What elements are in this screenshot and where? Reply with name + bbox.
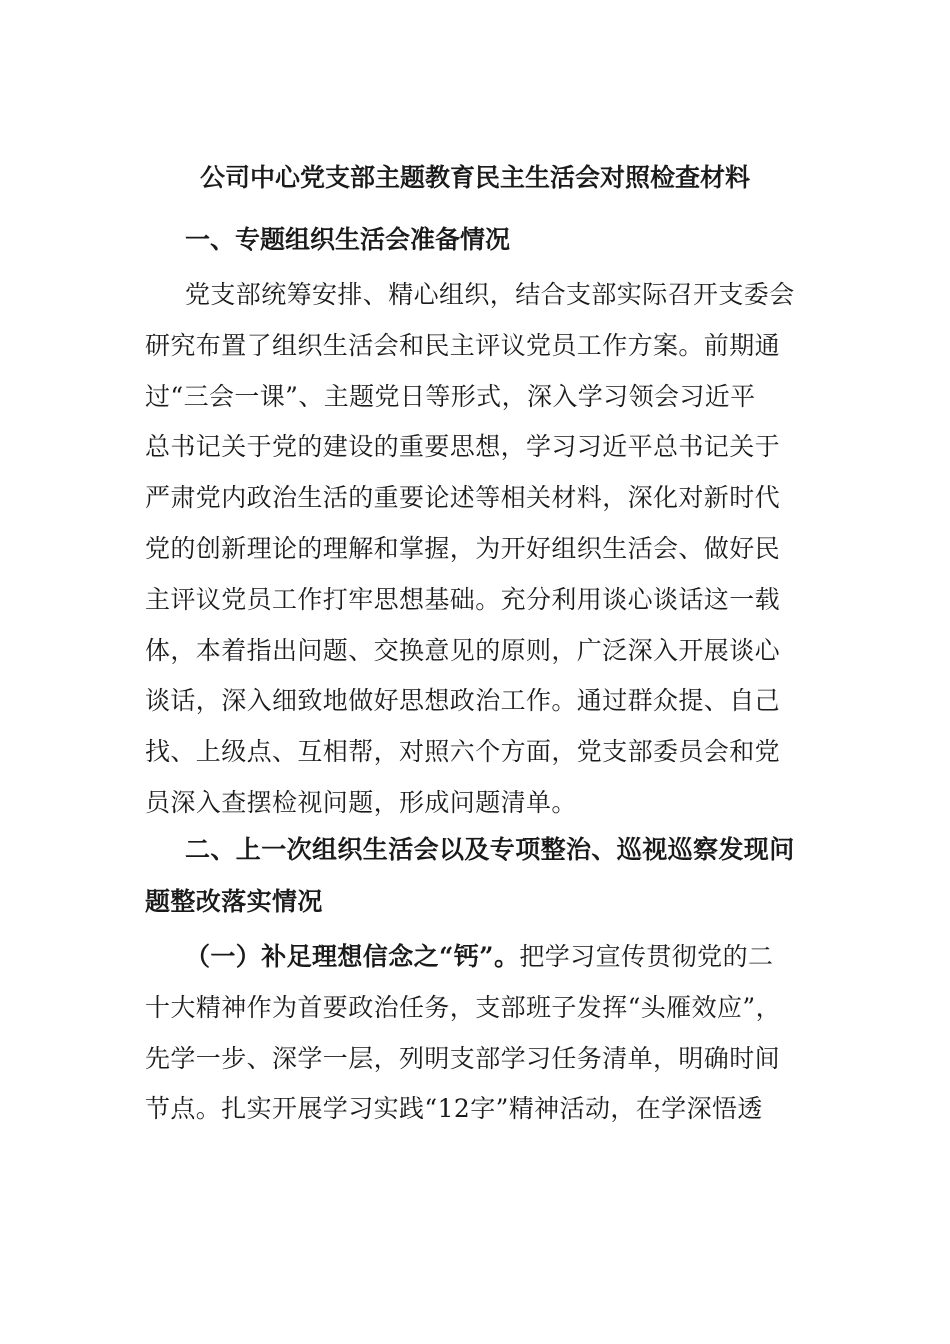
paragraph-line: 找、上级点、互相帮，对照六个方面，党支部委员会和党 xyxy=(145,737,781,767)
section-2-heading xyxy=(145,824,805,928)
subsection-label: （一）补足理想信念之“钙”。 xyxy=(185,942,520,971)
paragraph-line: 十大精神作为首要政治任务，支部班子发挥“头雁效应”， xyxy=(145,992,781,1022)
section-1-heading xyxy=(145,214,805,266)
paragraph-line: 员深入查摆检视问题，形成问题清单。 xyxy=(145,787,577,817)
paragraph-line: 谈话，深入细致地做好思想政治工作。通过群众提、自己 xyxy=(145,686,781,716)
section-2-paragraph xyxy=(145,932,805,1135)
line-text: 党支部统筹安排、精心组织，结合支部实际召开支委会 xyxy=(185,280,795,309)
paragraph-line: 体，本着指出问题、交换意见的原则，广泛深入开展谈心 xyxy=(145,635,781,665)
heading-line-text: 二、上一次组织生活会以及专项整治、巡视巡察发现问 xyxy=(185,835,795,864)
paragraph-line: 严肃党内政治生活的重要论述等相关材料，深化对新时代 xyxy=(145,483,781,513)
paragraph-line xyxy=(145,932,805,983)
paragraph-line: 过“三会一课”、主题党日等形式，深入学习领会习近平 xyxy=(145,381,756,411)
line-text: 把学习宣传贯彻党的二 xyxy=(519,942,774,971)
paragraph-line: 研究布置了组织生活会和民主评议党员工作方案。前期通 xyxy=(145,330,781,360)
paragraph-line: 党的创新理论的理解和掌握，为开好组织生活会、做好民 xyxy=(145,533,781,563)
paragraph-line: 节点。扎实开展学习实践“12字”精神活动，在学深悟透 xyxy=(145,1094,763,1124)
heading-line xyxy=(145,824,805,876)
section-1-heading-text: 一、专题组织生活会准备情况 xyxy=(185,225,511,254)
document-title: 公司中心党支部主题教育民主生活会对照检查材料 xyxy=(199,163,750,192)
paragraph-line: 先学一步、深学一层，列明支部学习任务清单，明确时间 xyxy=(145,1043,781,1073)
paragraph-line: 主评议党员工作打牢思想基础。充分利用谈心谈话这一载 xyxy=(145,584,781,614)
heading-line: 题整改落实情况 xyxy=(145,887,323,916)
section-1-paragraph xyxy=(145,270,805,829)
paragraph-line xyxy=(145,270,805,321)
paragraph-line: 总书记关于党的建设的重要思想，学习习近平总书记关于 xyxy=(145,432,781,462)
